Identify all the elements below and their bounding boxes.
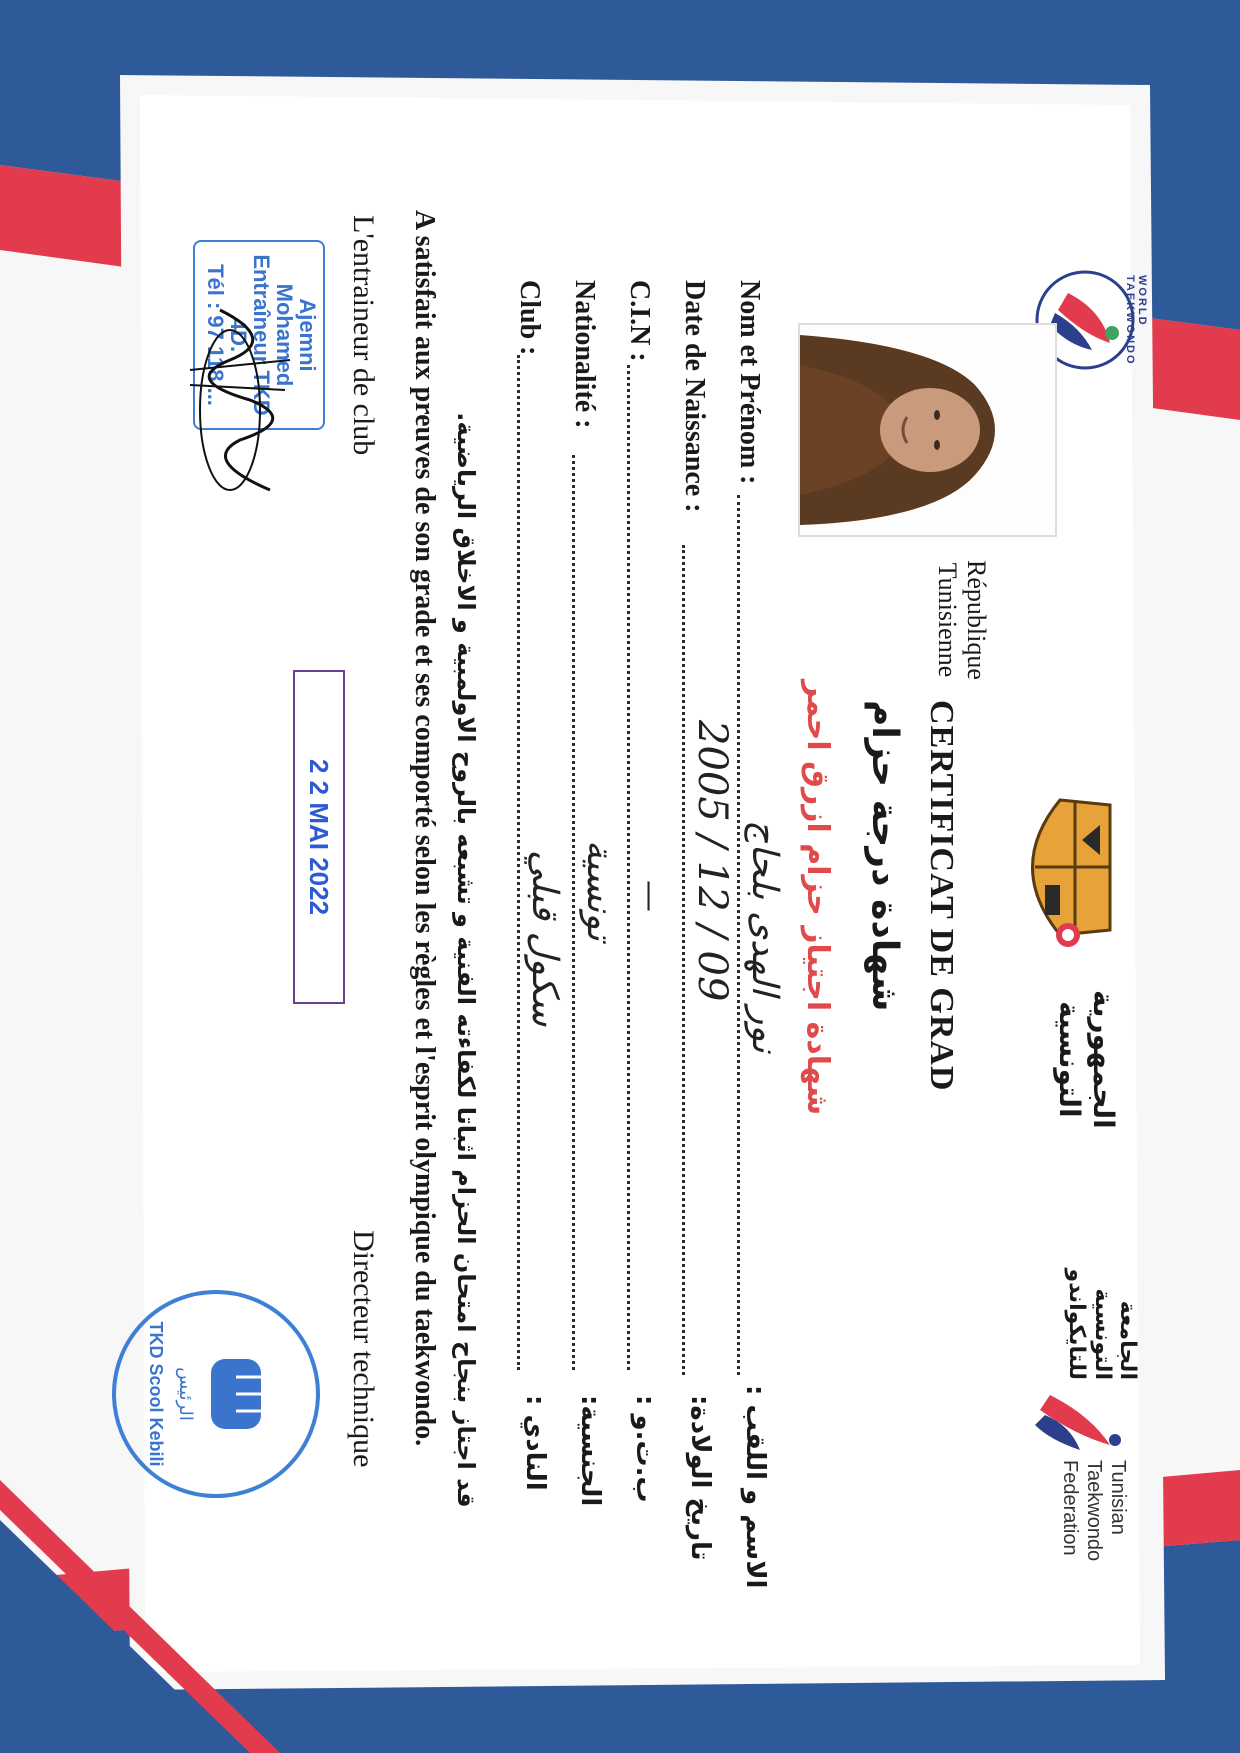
republic-ar-line2: التونسية [1053, 1001, 1087, 1118]
federation-en-line2: Taekwondo [1083, 1460, 1105, 1562]
field-label-ar: الجنسية: [575, 1395, 605, 1507]
field-label-fr: Nationalité : [569, 280, 600, 429]
field-label-fr: C.I.N : [624, 280, 655, 362]
field-line [572, 455, 575, 1370]
republic-line2: Tunisienne [933, 562, 963, 678]
federation-en-line1: Tunisian [1107, 1460, 1129, 1535]
club-stamp-outer-text: TKD Scool Kebili [146, 1321, 166, 1467]
republic-line1: République [962, 560, 991, 680]
certificate-title-fr: CERTIFICAT DE GRAD [923, 700, 960, 1092]
field-label-ar: النادي : [520, 1395, 550, 1491]
field-label-fr: Nom et Prénom : [734, 280, 765, 485]
field-value: سكول قبلي [524, 850, 565, 1027]
field-line [737, 495, 740, 1375]
federation-name-en [1058, 1460, 1130, 1561]
field-label-fr: Club : [514, 280, 545, 356]
field-label-ar: ب.ت.و : [630, 1395, 660, 1503]
student-photo [800, 325, 1055, 535]
statement-fr: A satisfait aux preuves de son grade et ses comporté selon les règles et l'esprit olympique du taekwondo. [409, 210, 440, 1447]
certificate-subtitle-ar: شهادة اجتياز حزام ازرق احمر [800, 680, 835, 1116]
federation-ar-line3: للتايكواندو [1064, 1268, 1090, 1380]
republic-label-ar [1053, 990, 1120, 1129]
field-value: 2005 / 12 / 09 [689, 720, 735, 1002]
coach-stamp-line4: Tél : 97 118 ... [202, 264, 228, 406]
federation-en-line3: Federation [1059, 1460, 1081, 1556]
issue-date: 2 2 MAI 2022 [304, 758, 334, 916]
federation-ar-line1: الجامعة [1115, 1300, 1140, 1380]
coach-signature [170, 300, 310, 500]
club-stamp [112, 1290, 320, 1498]
coach-stamp-line2: Entraîneur TKD [248, 254, 274, 416]
field-label-fr: Date de Naissance : [679, 280, 710, 513]
field-label-ar: الاسم و اللقب : [740, 1385, 770, 1589]
field-line [627, 365, 630, 1370]
club-stamp-inner-text: الرئيس [175, 1367, 196, 1421]
federation-name-ar [1064, 1270, 1140, 1380]
field-value: — [632, 880, 670, 912]
coach-stamp-line1: Ajemni Mohamed [271, 283, 320, 387]
world-taekwondo-text: WORLD TAEKWONDO [1124, 275, 1148, 366]
field-line [682, 545, 685, 1375]
date-box [293, 670, 345, 1004]
coach-stamp-line3: 4D. [225, 317, 251, 353]
field-line [517, 355, 520, 1370]
federation-ar-line2: التونسية [1089, 1288, 1115, 1380]
field-value: نور الهدى بلحاج [744, 820, 785, 1053]
republic-ar-line1: الجمهورية [1087, 990, 1120, 1129]
certificate-title-ar: شهادة درجة حزام [864, 700, 905, 1012]
statement-ar: قد اجتاز بنجاح امتحان الحزام اثباتا لكفاءته الفنية و تشبعه بالروح الاولمبية و الاخلاق الرياضية. [452, 412, 480, 1508]
coat-of-arms-emblem [1000, 785, 1130, 950]
field-value: تونسية [579, 840, 620, 941]
fist-icon [196, 1349, 276, 1439]
republic-label-fr [933, 560, 990, 680]
field-label-ar: تاريخ الولادة: [685, 1395, 715, 1561]
director-label: Directeur technique [347, 1230, 380, 1468]
federation-logo [1020, 1268, 1140, 1562]
coach-label: L'entraineur de club [347, 215, 380, 456]
federation-emblem-icon [1030, 1385, 1130, 1455]
